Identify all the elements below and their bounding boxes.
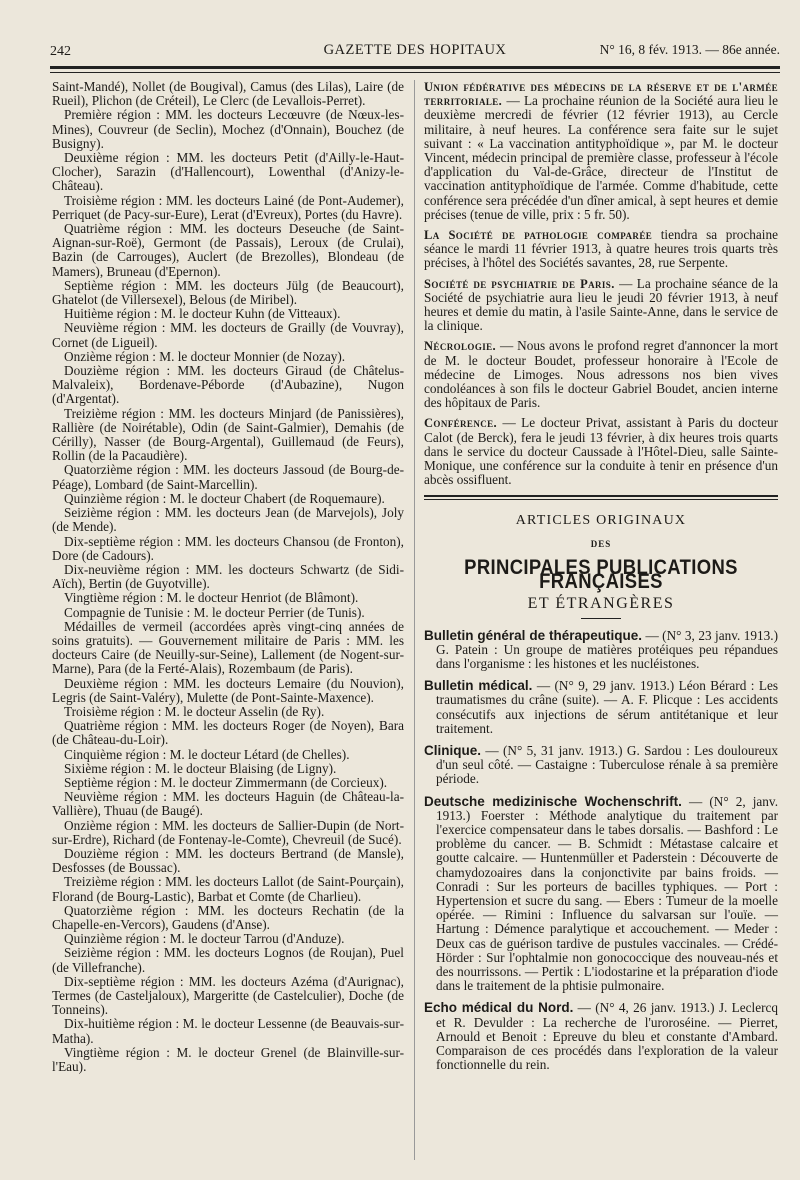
bibliography-text: — (N° 9, 29 janv. 1913.) Léon Bérard : Les traumatismes du crâne (suite). — A. F. Plicque : Les accidents consécutifs aux injections de sérum antitétanique et leur traitement.: [436, 678, 779, 736]
left-paragraph: Quinzième région : M. le docteur Tarrou (d'Anduze).: [64, 931, 345, 947]
journal-name: Bulletin médical.: [424, 678, 533, 694]
left-paragraph: Huitième région : M. le docteur Kuhn (de Vitteaux).: [64, 306, 341, 322]
left-paragraph: Seizième région : MM. les docteurs Jean (de Marvejols), Joly (de Mende).: [52, 505, 404, 535]
header-rule: [50, 66, 780, 69]
news-label: Société de psychiatrie de Paris.: [424, 276, 615, 291]
page-header: [50, 38, 780, 62]
left-paragraph: Septième région : MM. les docteurs Jülg (de Beaucourt), Ghatelot (de Villersexel), Belous (de Miribel).: [52, 277, 404, 308]
left-paragraph: Cinquième région : M. le docteur Létard (de Chelles).: [64, 746, 350, 762]
news-item: [424, 80, 778, 222]
news-label: Union fédérative des médecins de la réserve et de l'armée territoriale.: [424, 80, 778, 109]
section-subtitle: ET ÉTRANGÈRES: [527, 595, 675, 613]
left-paragraph: Neuvième région : MM. les docteurs Haguin (de Château-la-Vallière), Thuau (de Baugé).: [52, 789, 404, 819]
bibliography-entry: [424, 795, 778, 994]
bibliography-text: — (N° 4, 26 janv. 1913.) J. Leclercq et R. Devulder : La recherche de l'uroroséine. — Pierret, Arnould et Benoit : Epreuve du bleu et constante d'Ambard. Comparaison de ces procédés dans l'exploration de la valeur fonctionnelle du rein.: [436, 1000, 778, 1073]
section-rule: [424, 495, 778, 497]
left-paragraph: Seizième région : MM. les docteurs Lognos (de Roujan), Puel (de Villefranche).: [52, 945, 404, 975]
left-paragraph: Douzième région : MM. les docteurs Giraud (de Châtelus-Malvaleix), Bordenave-Péborde (d'Aubazine), Nugon (d'Argentat).: [52, 363, 404, 407]
left-paragraph: Dix-septième région : MM. les docteurs Chansou (de Fronton), Dore (de Cadours).: [52, 533, 404, 563]
left-paragraph: Quatorzième région : MM. les docteurs Jassoud (de Bourg-de-Péage), Lombard (de Saint-Marcellin).: [52, 462, 404, 492]
news-label: Conférence.: [424, 416, 498, 431]
left-paragraph: Douzième région : MM. les docteurs Bertrand (de Mansle), Desfosses (de Boussac).: [52, 845, 404, 876]
column-divider: [414, 80, 415, 1160]
news-item: [424, 416, 778, 487]
short-rule: [581, 618, 621, 619]
left-paragraph: Compagnie de Tunisie : M. le docteur Perrier (de Tunis).: [64, 604, 365, 620]
journal-name: Echo médical du Nord.: [424, 1000, 574, 1016]
left-column: [52, 80, 404, 1074]
section-big-title: PRINCIPALES PUBLICATIONS FRANÇAISES: [464, 555, 738, 594]
page-number: 242: [50, 44, 71, 59]
section-heading: ARTICLES ORIGINAUX: [515, 513, 687, 529]
news-text: tiendra sa prochaine séance le mardi 11 février 1913, à quatre heures trois quarts très précises, à l'hôtel des Sociétés savantes, 28, rue Serpente.: [424, 227, 778, 271]
news-label: La Société de pathologie comparée: [424, 228, 653, 243]
left-paragraph: Onzième région : M. le docteur Monnier (de Nozay).: [64, 348, 346, 364]
news-text: — Nous avons le profond regret d'annoncer la mort de M. le docteur Boudet, professeur honoraire à l'Ecole de médecine de Limoges. Nous adressons nos bien vives condoléances à son fils le docteur Gabriel Boudet, ancien interne des hôpitaux de Paris.: [424, 338, 778, 411]
right-column: [424, 80, 778, 1080]
journal-name: Deutsche medizinische Wochenschrift.: [424, 793, 682, 809]
left-paragraph: Treizième région : MM. les docteurs Minjard (de Panissières), Rallière (de Noirétable), Odin (de Saint-Galmier), Demahis (de Cérilly), Nasser (de Bourg-Argental), Guillemaud (de Feurs), Rollin (de la Pacaudière).: [52, 405, 404, 464]
left-paragraph: Deuxième région : MM. les docteurs Petit (d'Ailly-le-Haut-Clocher), Sarazin (d'Hallencourt), Lowenthal (d'Anizy-le-Château).: [52, 150, 404, 194]
news-item: [424, 228, 778, 271]
news-text: — Le docteur Privat, assistant à Paris du docteur Calot (de Berck), fera le jeudi 13 février, à dix heures trois quarts dans le service du docteur Caussade à l'Hôtel-Dieu, salle Sainte-Monique, une conférence sur la conduite à tenir en présence d'un abcès ossifluent.: [424, 415, 778, 488]
left-paragraph: Quatrième région : MM. les docteurs Deseuche (de Saint-Aignan-sur-Roë), Germont (de Passais), Leroux (de Crulai), Bazin (de Carrouges), Auclert (de Brezolles), Blondeau (de Mamers), Bruneau (d'Epernon).: [52, 221, 404, 279]
left-paragraph: Neuvième région : MM. les docteurs de Grailly (de Vouvray), Cornet (de Ligueil).: [52, 320, 404, 350]
bibliography-entry: [424, 744, 778, 787]
bibliography-text: — (N° 5, 31 janv. 1913.) G. Sardou : Les douloureux d'un seul côté. — Castaigne : Tuberculose rénale à sa première période.: [436, 742, 778, 787]
news-text: — La prochaine séance de la Société de psychiatrie aura lieu le jeudi 20 février 1913, à neuf heures et demie du matin, à l'asile Sainte-Anne, dans le service de la clinique.: [424, 275, 778, 334]
left-paragraph: Troisième région : MM. les docteurs Lainé (de Pont-Audemer), Perriquet (de Pacy-sur-Eure), Lerat (d'Evreux), Portes (du Havre).: [52, 192, 404, 222]
bibliography-text: — (N° 3, 23 janv. 1913.) G. Patein : Un groupe de matières protéiques peu répandues dans l'organisme : les histones et les nucléistones.: [436, 627, 778, 671]
issue-info: N° 16, 8 fév. 1913. — 86e année.: [599, 42, 780, 57]
left-paragraph: Sixième région : M. le docteur Blaising (de Ligny).: [64, 760, 337, 776]
bibliography-entry: [424, 679, 778, 736]
left-paragraph: Médailles de vermeil (accordées après vingt-cinq années de soins gratuits). — Gouvernement militaire de Paris : MM. les docteurs Caire (de Neuilly-sur-Seine), Lallement (de Nogent-sur-Marne), Para (de la Ferté-Alais), Rozembaum (de Paris).: [52, 618, 404, 677]
left-paragraph: Quatorzième région : MM. les docteurs Rechatin (de la Chapelle-en-Vercors), Gaudens (d'Anse).: [52, 902, 404, 932]
newspaper-title: GAZETTE DES HOPITAUX: [323, 42, 507, 58]
section-rule-thin: [424, 499, 778, 500]
left-paragraph: Vingtième région : M. le docteur Henriot (de Blâmont).: [64, 590, 359, 606]
left-paragraph: Saint-Mandé), Nollet (de Bougival), Camus (des Lilas), Laire (de Rueil), Plichon (de Créteil), Le Clerc (de Levallois-Perret).: [52, 79, 404, 109]
bibliography-entry: [424, 629, 778, 672]
section-des: DES: [590, 538, 612, 549]
news-item: [424, 339, 778, 410]
left-paragraph: Treizième région : MM. les docteurs Lallot (de Saint-Pourçain), Florand (de Bourg-Lastic), Barbat et Comte (de Charlieu).: [52, 874, 404, 904]
left-paragraph: Quatrième région : MM. les docteurs Roger (de Noyen), Bara (de Château-du-Loir).: [52, 718, 404, 748]
journal-name: Bulletin général de thérapeutique.: [424, 627, 642, 643]
left-paragraph: Quinzième région : M. le docteur Chabert (de Roquemaure).: [64, 490, 385, 506]
left-paragraph: Dix-neuvième région : MM. les docteurs Schwartz (de Sidi-Aïch), Bertin (de Guyotville).: [52, 561, 404, 592]
bibliography-text: — (N° 2, janv. 1913.) Foerster : Méthode analytique du traitement par l'exercice compensateur dans le tabes dorsalis. — Bashford : Le problème du cancer. — B. Schmidt : Métastase calcaire et goutte calcaire. — Huntenmüller et Paderstein : Découverte de chamydozoaires dans la conjonctivite par bains froids. — Conradi : Sur les porteurs de bacilles typhiques. — Port : Hypertension et sucre du sang. — Ebers : Tumeur de la moelle opérée. — Rimini : Influence du salvarsan sur l'ouïe. — Hartung : Démence paralytique et accouchement. — Meder : Deux cas de guérison tardive de pustules vaccinales. — Crédé-Hörder : Sur l'ophtalmie non gonococcique des nouveau-nés et des nourrissons. — Pertik : L'iodostarine et la préparation d'iode dans le traitement de la phtisie pulmonaire.: [436, 793, 779, 994]
left-paragraph: Onzième région : MM. les docteurs de Sallier-Dupin (de Nort-sur-Erdre), Richard (de Fontenay-le-Comte), Chevreuil (de Sucé).: [52, 817, 404, 847]
news-label: Nécrologie.: [424, 339, 497, 354]
left-paragraph: Septième région : M. le docteur Zimmermann (de Corcieux).: [64, 774, 388, 790]
left-paragraph: Dix-huitième région : M. le docteur Lessenne (de Beauvais-sur-Matha).: [52, 1016, 404, 1046]
header-rule-thin: [50, 72, 780, 73]
news-list: [424, 80, 778, 487]
left-paragraph: Troisième région : M. le docteur Asselin (de Ry).: [64, 703, 325, 719]
left-paragraph: Dix-septième région : MM. les docteurs Azéma (d'Aurignac), Termes (de Casteljaloux), Margeritte (de Castelculier), Doche (de Tonneins).: [52, 973, 404, 1018]
news-item: [424, 277, 778, 334]
journal-name: Clinique.: [424, 742, 481, 758]
bibliography-entry: [424, 1001, 778, 1072]
news-text: — La prochaine réunion de la Société aura lieu le deuxième mercredi de février (12 février 1913), au Cercle militaire, à neuf heures. La conférence sera faite sur le sujet suivant : « La vaccination antityphoïdique », par M. le docteur Vincent, médecin principal de première classe, professeur à l'école d'application du Val-de-Grâce, directeur de l'Institut de vaccination antityphoïdique de l'armée. Comme d'habitude, cette conférence sera précédée d'un dîner amical, à sept heures et demie précises (tenue de ville, prix : 5 fr. 50).: [424, 93, 778, 222]
left-paragraph: Vingtième région : M. le docteur Grenel (de Blainville-sur-l'Eau).: [52, 1044, 404, 1075]
left-paragraph: Deuxième région : MM. les docteurs Lemaire (du Nouvion), Legris (de Saint-Valéry), Mulette (de Pont-Sainte-Maxence).: [52, 675, 404, 705]
left-paragraph: Première région : MM. les docteurs Lecœuvre (de Nœux-les-Mines), Couvreur (de Seclin), Mochez (d'Onnain), Bouchez (de Busigny).: [52, 107, 404, 151]
bibliography-list: [424, 629, 778, 1073]
